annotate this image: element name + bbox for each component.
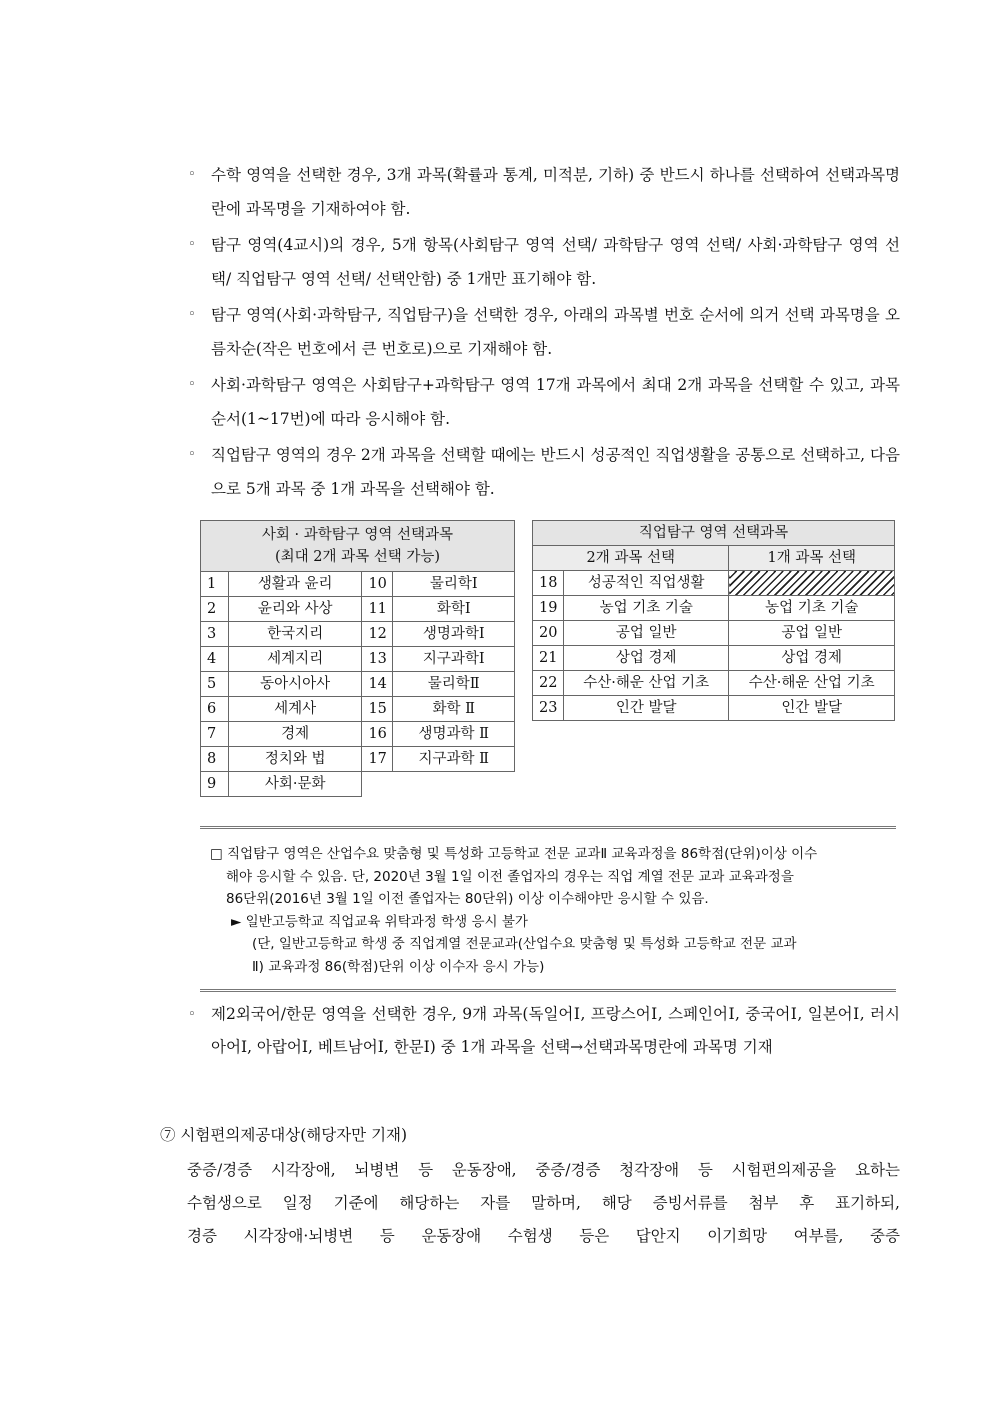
subject-number: 7	[201, 722, 229, 747]
foreign-language-bullet-block	[188, 998, 900, 1066]
table-row	[533, 646, 895, 671]
section-line: 수험생으로 일정 기준에 해당하는 자를 말하며, 해당 증빙서류를 첨부 후 표기하되,	[187, 1194, 900, 1212]
subject-number: 15	[362, 697, 393, 722]
bullet-foreign-language	[188, 998, 900, 1064]
subject-number: 14	[362, 672, 393, 697]
subject-name: 지구과학 Ⅱ	[393, 747, 515, 772]
subject-name: 동아시아사	[228, 672, 362, 697]
bullet-marker: ◦	[188, 377, 196, 392]
subject-name: 세계지리	[228, 647, 362, 672]
subject-name: 화학Ⅰ	[393, 597, 515, 622]
table-row	[533, 571, 895, 596]
subject-name: 생명과학 Ⅱ	[393, 722, 515, 747]
section-heading: ⑦ 시험편의제공대상(해당자만 기재)	[160, 1126, 408, 1144]
note-line: □ 직업탐구 영역은 산업수요 맞춤형 및 특성화 고등학교 전문 교과Ⅱ 교육과정을 86학점(단위)이상 이수	[210, 846, 818, 862]
subject-number: 1	[201, 572, 229, 597]
subject-number: 21	[533, 646, 564, 671]
column-header-one: 1개 과목 선택	[729, 546, 895, 571]
subject-number: 22	[533, 671, 564, 696]
subject-number: 6	[201, 697, 229, 722]
subject-number: 20	[533, 621, 564, 646]
subject-name: 인간 발달	[729, 696, 895, 721]
section-line: 중증/경증 시각장애, 뇌병변 등 운동장애, 중증/경증 청각장애 등 시험편의제공을 요하는	[187, 1161, 900, 1179]
table-row	[533, 621, 895, 646]
vocational-subject-table	[532, 520, 895, 721]
subject-name: 수산·해운 산업 기초	[563, 671, 729, 696]
subject-name: 세계사	[228, 697, 362, 722]
hatched-cell	[729, 571, 895, 596]
bullet-text: 제2외국어/한문 영역을 선택한 경우, 9개 과목(독일어Ⅰ, 프랑스어Ⅰ, 스페인어Ⅰ, 중국어Ⅰ, 일본어Ⅰ, 러시아어Ⅰ, 아랍어Ⅰ, 베트남어Ⅰ, 한문Ⅰ) 중 1개 과목을 선택→선택과목명란에 과목명 기재	[211, 1005, 900, 1056]
social-science-subject-table	[200, 520, 515, 797]
subject-name: 경제	[228, 722, 362, 747]
subject-name: 생명과학Ⅰ	[393, 622, 515, 647]
subject-number: 9	[201, 772, 229, 797]
subject-number: 10	[362, 572, 393, 597]
table-row	[201, 747, 515, 772]
subject-name: 한국지리	[228, 622, 362, 647]
subject-number: 5	[201, 672, 229, 697]
table-row	[201, 647, 515, 672]
subject-name: 상업 경제	[563, 646, 729, 671]
subject-name: 정치와 법	[228, 747, 362, 772]
subject-name: 농업 기초 기술	[563, 596, 729, 621]
subject-name: 윤리와 사상	[228, 597, 362, 622]
bullet-inquiry-period	[188, 228, 900, 296]
note-text	[210, 843, 890, 978]
subject-name: 공업 일반	[729, 621, 895, 646]
subject-number: 4	[201, 647, 229, 672]
subject-name: 농업 기초 기술	[729, 596, 895, 621]
bullet-text: 탐구 영역(4교시)의 경우, 5개 항목(사회탐구 영역 선택/ 과학탐구 영역 선택/ 사회·과학탐구 영역 선택/ 직업탐구 영역 선택/ 선택안함) 중 1개만 표기해야 함.	[211, 236, 900, 288]
subject-number: 2	[201, 597, 229, 622]
subject-name: 생활과 윤리	[228, 572, 362, 597]
instruction-bullets	[188, 158, 900, 508]
subject-number: 12	[362, 622, 393, 647]
table-header: 직업탐구 영역 선택과목	[533, 521, 895, 546]
subject-name: 화학 Ⅱ	[393, 697, 515, 722]
note-line: 해야 응시할 수 있음. 단, 2020년 3월 1일 이전 졸업자의 경우는 직업 계열 전문 교과 교육과정을	[226, 868, 794, 885]
subject-number: 11	[362, 597, 393, 622]
vocational-note-box	[200, 826, 896, 992]
subject-name: 인간 발달	[563, 696, 729, 721]
bullet-inquiry-order	[188, 298, 900, 366]
note-line: Ⅱ) 교육과정 86(학점)단위 이상 이수자 응시 가능)	[252, 958, 545, 975]
table-row	[533, 596, 895, 621]
subject-name: 물리학Ⅰ	[393, 572, 515, 597]
empty-cell	[362, 772, 515, 797]
bullet-text: 탐구 영역(사회·과학탐구, 직업탐구)을 선택한 경우, 아래의 과목별 번호 순서에 의거 선택 과목명을 오름차순(작은 번호에서 큰 번호로)으로 기재해야 함.	[211, 306, 900, 358]
subject-number: 16	[362, 722, 393, 747]
subject-number: 23	[533, 696, 564, 721]
bullet-marker: ◦	[188, 307, 196, 322]
subject-name: 지구과학Ⅰ	[393, 647, 515, 672]
bullet-text: 사회·과학탐구 영역은 사회탐구+과학탐구 영역 17개 과목에서 최대 2개 과목을 선택할 수 있고, 과목 순서(1~17번)에 따라 응시해야 함.	[211, 376, 900, 428]
table-row	[201, 597, 515, 622]
subject-name: 상업 경제	[729, 646, 895, 671]
subject-number: 8	[201, 747, 229, 772]
bullet-social-science	[188, 368, 900, 436]
note-line: 86단위(2016년 3월 1일 이전 졸업자는 80단위) 이상 이수해야만 응시할 수 있음.	[226, 891, 709, 907]
bullet-math	[188, 158, 900, 226]
table-row	[533, 671, 895, 696]
note-line: (단, 일반고등학교 학생 중 직업계열 전문교과(산업수요 맞춤형 및 특성화 고등학교 전문 교과	[252, 936, 797, 952]
subject-number: 19	[533, 596, 564, 621]
subject-name: 수산·해운 산업 기초	[729, 671, 895, 696]
table-header	[201, 521, 515, 572]
subject-number: 13	[362, 647, 393, 672]
header-line: 사회 · 과학탐구 영역 선택과목	[261, 527, 454, 543]
bullet-text: 직업탐구 영역의 경우 2개 과목을 선택할 때에는 반드시 성공적인 직업생활을 공통으로 선택하고, 다음으로 5개 과목 중 1개 과목을 선택해야 함.	[211, 446, 900, 498]
subject-number: 3	[201, 622, 229, 647]
table-row	[201, 697, 515, 722]
bullet-marker: ◦	[188, 447, 196, 462]
bullet-marker: ◦	[188, 167, 196, 182]
bullet-marker: ◦	[188, 237, 196, 252]
table-row	[201, 722, 515, 747]
subject-name: 공업 일반	[563, 621, 729, 646]
subject-number: 18	[533, 571, 564, 596]
table-row	[201, 672, 515, 697]
subject-name: 성공적인 직업생활	[563, 571, 729, 596]
table-row	[201, 622, 515, 647]
bullet-marker: ◦	[188, 1007, 196, 1022]
column-header-two: 2개 과목 선택	[533, 546, 729, 571]
bullet-vocational	[188, 438, 900, 506]
header-line: (최대 2개 과목 선택 가능)	[274, 549, 441, 565]
table-row	[533, 696, 895, 721]
subject-name: 물리학Ⅱ	[393, 672, 515, 697]
subject-name: 사회·문화	[228, 772, 362, 797]
section-7	[160, 1120, 900, 1253]
note-line: ► 일반고등학교 직업교육 위탁과정 학생 응시 불가	[231, 913, 528, 930]
table-row	[201, 772, 515, 797]
section-line: 경증 시각장애·뇌병변 등 운동장애 수험생 등은 답안지 이기희망 여부를, 중증	[187, 1227, 900, 1245]
subject-number: 17	[362, 747, 393, 772]
bullet-text: 수학 영역을 선택한 경우, 3개 과목(확률과 통계, 미적분, 기하) 중 반드시 하나를 선택하여 선택과목명란에 과목명을 기재하여야 함.	[211, 166, 900, 218]
table-row	[201, 572, 515, 597]
